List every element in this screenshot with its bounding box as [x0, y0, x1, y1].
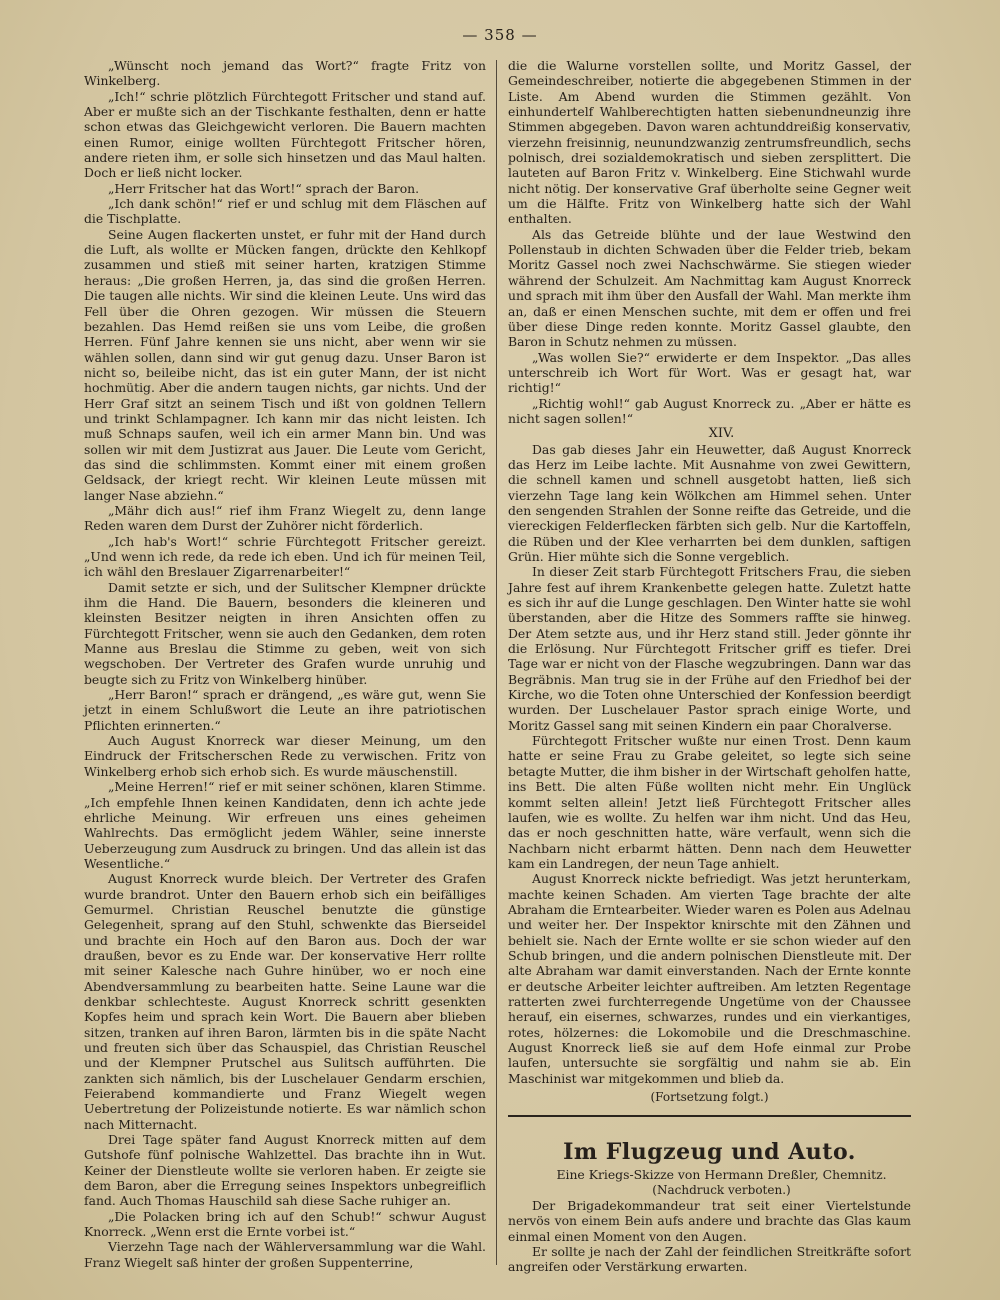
- paragraph: Damit setzte er sich, und der Sulitscher Klempner drückte ihm die Hand. Die Bauern, besonders die kleineren und kleinsten Besitzer neigten in ihren Ansichten offen zu Fürchtegott Fritscher, wenn sie auch den Gedanken, dem roten Manne aus Breslau die Stimme zu geben, weit von sich wegschoben. Der Vertreter des Grafen wurde unruhig und beugte sich zu Fritz von Winkelberg hinüber.: [84, 579, 486, 687]
- paragraph: „Herr Fritscher hat das Wort!“ sprach der Baron.: [108, 180, 420, 196]
- paragraph: Als das Getreide blühte und der laue Westwind den Pollenstaub in dichten Schwaden über die Felder trieb, bekam Moritz Gassel noch zwei Nachschwärme. Sie stiegen wieder während der Schulzeit. Am Nachmittag kam August Knorreck und sprach mit ihm über den Ausfall der Wahl. Man merkte ihm an, daß er einen Menschen suchte, mit dem er offen und frei über diese Dinge reden konnte. Moritz Gassel glaubte, den Baron in Schutz nehmen zu müssen.: [508, 226, 911, 350]
- section-rule: [508, 1115, 911, 1117]
- paragraph: Drei Tage später fand August Knorreck mitten auf dem Gutshofe fünf polnische Wahlzettel. Das brachte ihn in Wut. Keiner der Dienstleute wollte sie verloren haben. Er zeigte sie dem Baron, aber die Erregung seines Inspektors unbegreiflich fand. Auch Thomas Hauschild sah diese Sache ruhiger an.: [84, 1132, 486, 1209]
- paragraph: Vierzehn Tage nach der Wählerversammlung war die Wahl. Franz Wiegelt saß hinter der großen Suppenterrine,: [84, 1239, 486, 1270]
- chapter-heading: XIV.: [708, 426, 735, 442]
- right-column: [508, 58, 911, 1275]
- paragraph: „Meine Herren!“ rief er mit seiner schönen, klaren Stimme. „Ich empfehle Ihnen keinen Kandidaten, denn ich achte jede ehrliche Meinung. Wir erfreuen uns eines geheimen Wahlrechts. Das ermöglicht jedem Wähler, seine innerste Ueberzeugung zum Ausdruck zu bringen. Und das allein ist das Wesentliche.“: [84, 779, 486, 871]
- paragraph: „Wünscht noch jemand das Wort?“ fragte Fritz von Winkelberg.: [84, 58, 486, 89]
- paragraph: Fürchtegott Fritscher wußte nur einen Trost. Denn kaum hatte er seine Frau zu Grabe geleitet, so legte sich seine betagte Mutter, die ihm bisher in der Wirtschaft geholfen hatte, ins Bett. Die alten Füße wollten nicht mehr. Ein Unglück kommt selten allein! Jetzt ließ Fürchtegott Fritscher alles laufen, wie es wollte. Zu helfen war ihm nicht. Und das Heu, das er noch geschnitten hatte, wäre verfault, wenn sich die Nachbarn nicht erbarmt hätten. Denn nach dem Heuwetter kam ein Landregen, der neun Tage anhielt.: [508, 733, 911, 871]
- paragraph: die die Walurne vorstellen sollte, und Moritz Gassel, der Gemeindeschreiber, notierte die abgegebenen Stimmen in der Liste. Am Abend wurden die Stimmen gezählt. Von einhundertelf Wahlberechtigten hatten siebenundneunzig ihre Stimmen abgegeben. Davon waren achtunddreißig konservativ, vierzehn freisinnig, neunundzwanzig zentrumsfreundlich, sechs polnisch, drei sozialdemokratisch und sieben zersplittert. Die lauteten auf Baron Fritz v. Winkelberg. Eine Stichwahl wurde nicht nötig. Der konservative Graf überholte seine Gegner weit um die Hälfte. Fritz von Winkelberg hatte sich der Wahl enthalten.: [508, 58, 911, 227]
- left-column: [84, 58, 486, 1270]
- paragraph: In dieser Zeit starb Fürchtegott Fritschers Frau, die sieben Jahre fest auf ihrem Krankenbette gelegen hatte. Zuletzt hatte es sich ihr auf die Lunge geschlagen. Den Winter hatte sie wohl überstanden, aber die Hitze des Sommers raffte sie hinweg. Der Atem setzte aus, und ihr Herz stand still. Jeder gönnte ihr die Erlösung. Nur Fürchtegott Fritscher griff es tiefer. Drei Tage war er nicht von der Flasche wegzubringen. Dann war das Begräbnis. Man trug sie in der Frühe auf den Friedhof bei der Kirche, wo die Toten ohne Unterschied der Konfession beerdigt wurden. Der Luschelauer Pastor sprach einige Worte, und Moritz Gassel sang mit seinen Kindern ein paar Choralverse.: [508, 564, 911, 733]
- continued-note: (Fortsetzung folgt.): [650, 1090, 769, 1105]
- paragraph: Auch August Knorreck war dieser Meinung, um den Eindruck der Fritscherschen Rede zu verwischen. Fritz von Winkelberg erhob sich erhob sich. Es wurde mäuschenstill.: [84, 733, 486, 779]
- paragraph: „Herr Baron!“ sprach er drängend, „es wäre gut, wenn Sie jetzt in einem Schlußwort die Leute an ihre patriotischen Pflichten erinnerten.“: [84, 687, 486, 733]
- paragraph: „Ich dank schön!“ rief er und schlug mit dem Fläschen auf die Tischplatte.: [84, 196, 486, 227]
- paragraph: August Knorreck wurde bleich. Der Vertreter des Grafen wurde brandrot. Unter den Bauern erhob sich ein beifälliges Gemurmel. Christian Reuschel benutzte die günstige Gelegenheit, sprang auf den Stuhl, schwenkte das Bierseidel und brachte ein Hoch auf den Baron aus. Doch der war draußen, bevor es zu Ende war. Der konservative Herr rollte mit seiner Kalesche nach Guhre hinüber, wo er noch eine Abendversammlung zu bearbeiten hatte. Seine Laune war die denkbar schlechteste. August Knorreck schritt gesenkten Kopfes heim und sprach kein Wort. Die Bauern aber blieben sitzen, tranken auf ihren Baron, lärmten bis in die späte Nacht und freuten sich über das Schauspiel, das Christian Reuschel und der Klempner Prutschel aus Sulitsch aufführten. Die zankten sich nämlich, bis der Luschelauer Gendarm erschien, Feierabend kommandierte und Franz Wiegelt wegen Uebertretung der Polizeistunde notierte. Es war nämlich schon nach Mitternacht.: [84, 871, 486, 1132]
- story-paragraph: Der Brigadekommandeur trat seit einer Viertelstunde nervös von einem Bein aufs andere und brachte das Glas kaum einmal einen Moment von den Augen.: [508, 1198, 911, 1244]
- story-byline: Eine Kriegs-Skizze von Hermann Dreßler, Chemnitz.: [556, 1167, 887, 1183]
- paragraph: August Knorreck nickte befriedigt. Was jetzt herunterkam, machte keinen Schaden. Am vierten Tage brachte der alte Abraham die Erntearbeiter. Wieder waren es Polen aus Adelnau und weiter her. Der Inspektor knirschte mit den Zähnen und behielt sie. Nach der Ernte wollte er sie schon wieder auf den Schub bringen, und die andern polnischen Dienstleute mit. Der alte Abraham war damit einverstanden. Nach der Ernte konnte er deutsche Arbeiter leichter auftreiben. Am letzten Regentage ratterten zwei furchterregende Ungetüme von der Chaussee herauf, ein eisernes, schwarzes, rundes und ein vierkantiges, rotes, hölzernes: die Lokomobile und die Dreschmaschine. August Knorreck ließ sie auf dem Hofe einmal zur Probe laufen, untersuchte sie sorgfältig und nahm sie ab. Ein Maschinist war mitgekommen und blieb da.: [508, 871, 911, 1086]
- page-number: — 358 —: [462, 26, 538, 44]
- paragraph: „Was wollen Sie?“ erwiderte er dem Inspektor. „Das alles unterschreib ich Wort für Wort. Was er gesagt hat, war richtig!“: [508, 349, 911, 396]
- story-body: [508, 1198, 911, 1275]
- story-title: Im Flugzeug und Auto.: [563, 1139, 856, 1166]
- paragraph: Seine Augen flackerten unstet, er fuhr mit der Hand durch die Luft, als wollte er Mücken fangen, drückte den Kehlkopf zusammen und stieß mit seiner harten, kratzigen Stimme heraus: „Die großen Herren, ja, das sind die großen Herren. Die taugen alle nichts. Wir sind die kleinen Leute. Uns wird das Fell über die Ohren gezogen. Wir müssen die Steuern bezahlen. Das Hemd reißen sie uns vom Leibe, die großen Herren. Fünf Jahre kennen sie uns nicht, aber wenn wir sie wählen sollen, dann sind wir gut genug dazu. Unser Baron ist nicht so, beileibe nicht, das ist ein guter Mann, der ist nicht hochmütig. Aber die andern taugen nichts, gar nichts. Und der Herr Graf sitzt an seinem Tisch und ißt von goldnen Tellern und trinkt Schlampagner. Ich kann mir das nicht leisten. Ich muß Schnaps saufen, weil ich ein armer Mann bin. Und was sollen wir mit dem Justizrat aus Jauer. Die Leute vom Gericht, das sind die schlimmsten. Kommt einer mit einem großen Geldsack, der kriegt recht. Wir kleinen Leute müssen mit langer Nase abziehn.“: [84, 226, 486, 503]
- story-paragraph: Er sollte je nach der Zahl der feindlichen Streitkräfte sofort angreifen oder Verstärkung erwarten.: [508, 1244, 911, 1275]
- paragraph: „Richtig wohl!“ gab August Knorreck zu. „Aber er hätte es nicht sagen sollen!“: [508, 395, 911, 426]
- paragraph: „Ich hab's Wort!“ schrie Fürchtegott Fritscher gereizt. „Und wenn ich rede, da rede ich eben. Und ich für meinen Teil, ich wähl den Breslauer Zigarrenarbeiter!“: [84, 533, 486, 580]
- story-note: (Nachdruck verboten.): [652, 1182, 791, 1197]
- paragraph: „Ich!“ schrie plötzlich Fürchtegott Fritscher und stand auf. Aber er mußte sich an der Tischkante festhalten, denn er hatte schon etwas das Gleichgewicht verloren. Die Bauern machten einen Rumor, einige wollten Fürchtegott Fritscher hören, andere rieten ihm, er solle sich hinsetzen und das Maul halten. Doch er ließ nicht locker.: [84, 88, 486, 181]
- column-divider: [496, 60, 497, 1265]
- paragraph: Das gab dieses Jahr ein Heuwetter, daß August Knorreck das Herz im Leibe lachte. Mit Ausnahme von zwei Gewittern, die schnell kamen und schnell ausgetobt hatten, ließ sich vierzehn Tage lang kein Wölkchen am Himmel sehen. Unter den sengenden Strahlen der Sonne reifte das Getreide, und die viereckigen Felderflecken färbten sich gelb. Nur die Kartoffeln, die Rüben und der Klee verharrten bei dem dunklen, saftigen Grün. Hier mühte sich die Sonne vergeblich.: [508, 441, 911, 564]
- paragraph: „Die Polacken bring ich auf den Schub!“ schwur August Knorreck. „Wenn erst die Ernte vorbei ist.“: [84, 1208, 486, 1240]
- chapter-body: [508, 442, 911, 1086]
- paragraph: „Mähr dich aus!“ rief ihm Franz Wiegelt zu, denn lange Reden waren dem Durst der Zuhörer nicht förderlich.: [84, 502, 486, 534]
- serial-continuation: [508, 58, 911, 426]
